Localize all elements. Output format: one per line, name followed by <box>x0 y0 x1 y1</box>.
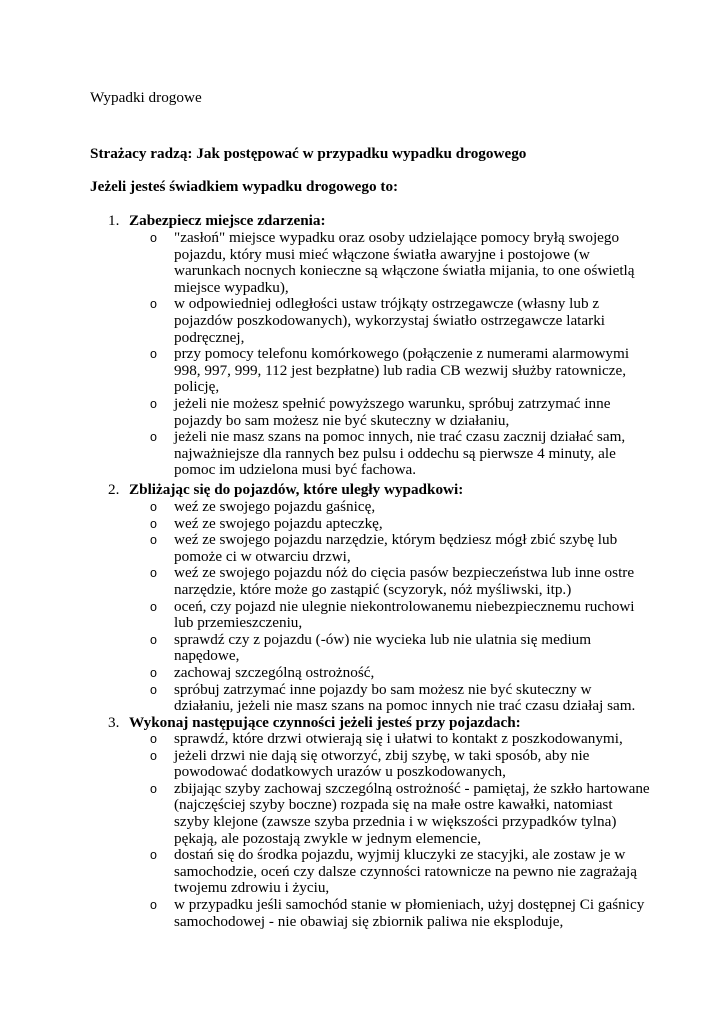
list-item <box>150 781 650 847</box>
list-item <box>150 396 650 429</box>
bullet-marker: o <box>150 347 157 362</box>
list-item-text: weź ze swojego pojazdu gaśnicę, <box>174 498 376 515</box>
bullet-marker: o <box>150 516 157 531</box>
list-item-text: spróbuj zatrzymać inne pojazdy bo sam możesz nie być skuteczny w działaniu, jeżeli nie masz szans na pomoc innych nie trać czasu działaj sam. <box>174 680 636 715</box>
list-item-text: dostań się do środka pojazdu, wyjmij kluczyki ze stacyjki, ale zostaw je w samochodzie, oceń czy dalsze czynności ratownicze na pewno nie zagrażają twojemu zdrowiu i życiu, <box>174 846 637 897</box>
list-item-text: sprawdź czy z pojazdu (-ów) nie wycieka lub nie ulatnia się medium napędowe, <box>174 630 592 665</box>
sub-heading: Jeżeli jesteś świadkiem wypadku drogowego to: <box>90 178 399 195</box>
section-3-list <box>150 731 650 930</box>
list-item-text: weź ze swojego pojazdu apteczkę, <box>174 514 383 532</box>
list-item-text: oceń, czy pojazd nie ulegnie niekontrolowanemu niebezpiecznemu ruchowi lub przemieszczeniu, <box>174 597 635 632</box>
bullet-marker: o <box>150 599 157 614</box>
bullet-marker: o <box>150 848 157 863</box>
list-item <box>150 897 650 930</box>
list-item <box>150 599 650 632</box>
bullet-marker: o <box>150 781 157 796</box>
list-item-text: w odpowiedniej odległości ustaw trójkąty ostrzegawcze (własny lub z pojazdów poszkodowanych), wykorzystaj światło ostrzegawcze latarki podręcznej, <box>174 295 606 346</box>
section-number: 1. <box>108 212 120 229</box>
list-item-text: jeżeli nie masz szans na pomoc innych, nie trać czasu zacznij działać sam, najważniejsze dla rannych bez pulsu i oddechu są pierwsze 4 minuty, ale pomoc im udzielona musi być fachowa. <box>174 428 626 479</box>
section-title: Wykonaj następujące czynności jeżeli jesteś przy pojazdach: <box>129 714 521 731</box>
list-item-text: zachowaj szczególną ostrożność, <box>174 663 375 681</box>
list-item <box>150 665 650 682</box>
bullet-marker: o <box>150 732 157 746</box>
list-item-text: sprawdź, które drzwi otwierają się i ułatwi to kontakt z poszkodowanymi, <box>174 730 623 747</box>
section-number: 2. <box>108 481 120 498</box>
bullet-marker: o <box>150 897 157 912</box>
list-item-text: weź ze swojego pojazdu narzędzie, którym będziesz mógł zbić szybę lub pomoże ci w otwarciu drzwi, <box>174 531 618 565</box>
list-item <box>150 499 650 516</box>
bullet-marker: o <box>150 500 157 514</box>
bullet-marker: o <box>150 533 157 548</box>
list-item-text: jeżeli nie możesz spełnić powyższego warunku, spróbuj zatrzymać inne pojazdy bo sam możesz nie być skuteczny w działaniu, <box>174 394 611 429</box>
section-2-list <box>150 499 650 715</box>
list-item-text: "zasłoń" miejsce wypadku oraz osoby udzielające pomocy bryłą swojego pojazdu, który musi mieć włączone światła awaryjne i postojowe (w warunkach nocnych konieczne są włączone światła mijania, to one oświetlą miejsce wypadku), <box>174 229 635 296</box>
bullet-marker: o <box>150 682 157 697</box>
section-title: Zbliżając się do pojazdów, które uległy wypadkowi: <box>129 481 464 498</box>
main-heading: Strażacy radzą: Jak postępować w przypadku wypadku drogowego <box>90 145 527 162</box>
document-title: Wypadki drogowe <box>90 89 202 106</box>
list-item <box>150 429 650 479</box>
list-item-text: zbijając szyby zachowaj szczególną ostrożność - pamiętaj, że szkło hartowane (najczęściej szyby boczne) rozpada się na małe ostre kawałki, natomiast szyby klejone (zawsze szyba przednia i w większości przypadków tylna) pękają, ale pozostają zwykle w jednym elemencie, <box>174 779 650 847</box>
list-item <box>150 346 650 396</box>
list-item <box>150 748 650 781</box>
list-item <box>150 565 650 598</box>
bullet-marker: o <box>150 231 157 245</box>
list-item <box>150 532 650 565</box>
list-item <box>150 731 650 748</box>
bullet-marker: o <box>150 430 157 445</box>
list-item <box>150 682 650 715</box>
list-item-text: przy pomocy telefonu komórkowego (połączenie z numerami alarmowymi 998, 997, 999, 112 jest bezpłatne) lub radia CB wezwij służby ratownicze, policję, <box>174 345 630 396</box>
bullet-marker: o <box>150 665 157 680</box>
list-item-text: weź ze swojego pojazdu nóż do cięcia pasów bezpieczeństwa lub inne ostre narzędzie, które może go zastąpić (scyzoryk, nóż myśliwski, itp.) <box>174 564 635 598</box>
bullet-marker: o <box>150 566 157 581</box>
bullet-marker: o <box>150 396 157 411</box>
bullet-marker: o <box>150 748 157 763</box>
section-number: 3. <box>108 714 120 731</box>
list-item <box>150 230 650 296</box>
bullet-marker: o <box>150 632 157 647</box>
list-item-text: w przypadku jeśli samochód stanie w płomieniach, użyj dostępnej Ci gaśnicy samochodowej - nie obawiaj się zbiornik paliwa nie eksploduje, <box>174 895 645 930</box>
section-1-list <box>150 230 650 479</box>
list-item <box>150 296 650 346</box>
list-item-text: jeżeli drzwi nie dają się otworzyć, zbij szybę, w taki sposób, aby nie powodować dodatkowych urazów u poszkodowanych, <box>174 746 590 781</box>
list-item <box>150 632 650 665</box>
list-item <box>150 847 650 897</box>
section-title: Zabezpiecz miejsce zdarzenia: <box>129 212 326 229</box>
bullet-marker: o <box>150 297 157 312</box>
list-item <box>150 516 650 533</box>
